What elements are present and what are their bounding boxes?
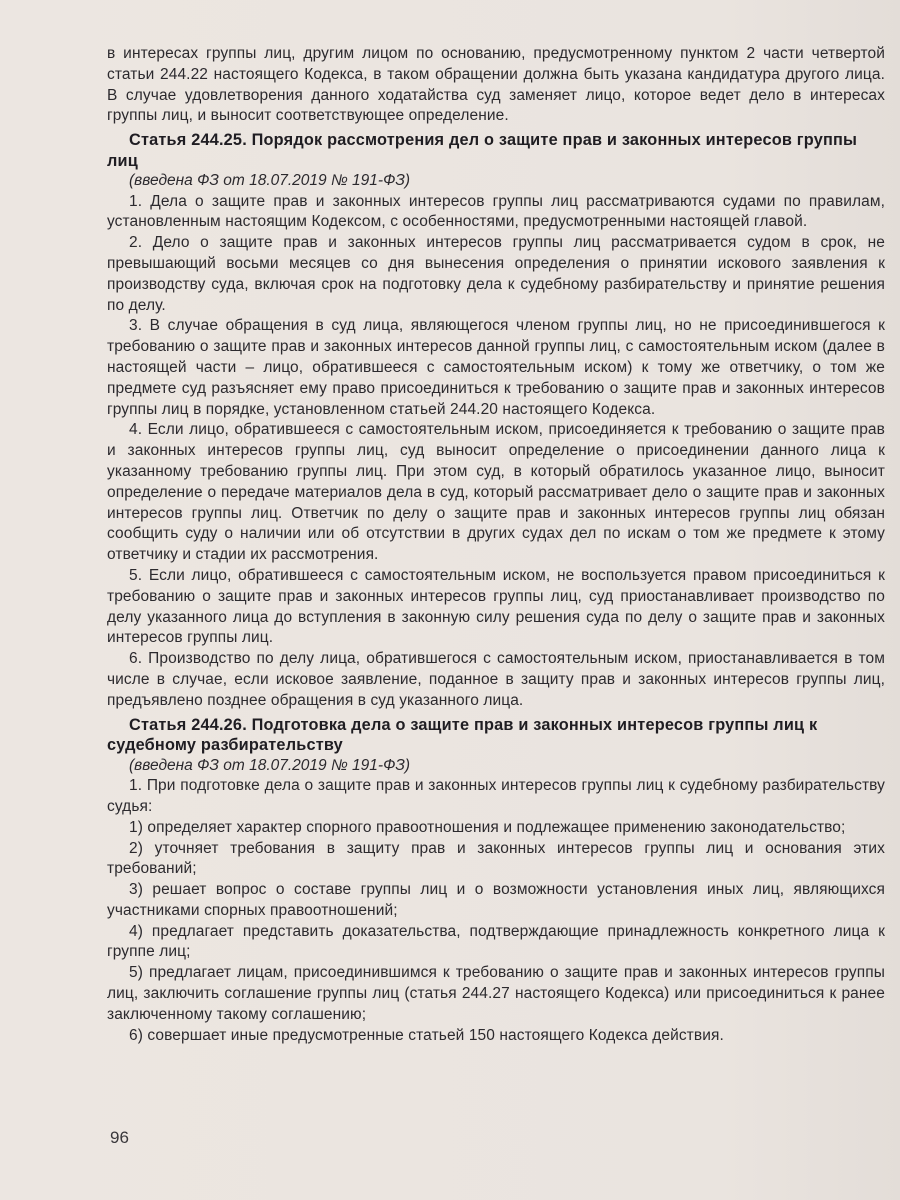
- article-244-26-subitem-4: 4) предлагает представить доказательства, подтверждающие принадлежность конкретного лица к группе лиц;: [107, 922, 885, 961]
- article-244-25-item-2: 2. Дело о защите прав и законных интересов группы лиц рассматривается судом в срок, не превышающий восьми месяцев со дня вынесения определения о принятии искового заявления к производству суда, включая срок на подготовку дела к судебному разбирательству и принятие решения по делу.: [107, 234, 885, 314]
- article-244-26-subitem-2: 2) уточняет требования в защиту прав и законных интересов группы лиц и основания этих требований;: [107, 839, 885, 878]
- article-244-25-title: Статья 244.25. Порядок рассмотрения дел о защите прав и законных интересов группы лиц: [107, 131, 858, 170]
- article-244-26-item-1: 1. При подготовке дела о защите прав и законных интересов группы лиц к судебному разбирательству судья:: [107, 777, 885, 815]
- article-244-25-item-6: 6. Производство по делу лица, обратившегося с самостоятельным иском, приостанавливается в том числе в случае, если исковое заявление, поданное в защиту прав и законных интересов группы лиц, предъявлено позднее обращения в суд указанного лица.: [107, 650, 885, 709]
- article-244-26-note: (введена ФЗ от 18.07.2019 № 191-ФЗ): [129, 756, 411, 774]
- article-244-25-item-5: 5. Если лицо, обратившееся с самостоятельным иском, не воспользуется правом присоединиться к требованию о защите прав и законных интересов группы лиц, суд приостанавливает производство по делу указанного лица до вступления в законную силу решения суда по делу о защите прав и законных интересов группы лиц.: [107, 567, 885, 647]
- article-244-26-subitem-1: 1) определяет характер спорного правоотношения и подлежащее применению законодательство;: [129, 818, 846, 836]
- intro-paragraph: в интересах группы лиц, другим лицом по основанию, предусмотренному пунктом 2 части четвертой статьи 244.22 настоящего Кодекса, в таком обращении должна быть указана кандидатура другого лица. В случае удовлетворения данного ходатайства суд заменяет лицо, которое ведет дело в интересах группы лиц, и выносит соответствующее определение.: [107, 45, 885, 125]
- page-number: 96: [110, 1128, 129, 1147]
- article-244-25-item-4: 4. Если лицо, обратившееся с самостоятельным иском, присоединяется к требованию о защите прав и законных интересов группы лиц, суд выносит определение о присоединении данного лица к указанному требованию группы лиц. При этом суд, в который обратилось указанное лицо, выносит определение о передаче материалов дела в суд, который рассматривает дело о защите прав и законных интересов группы лиц. Ответчик по делу о защите прав и законных интересов группы лиц обязан сообщить суду о наличии или об отсутствии в других судах дел по искам о том же предмете к этому ответчику и стадии их рассмотрения.: [107, 421, 885, 564]
- article-244-25-item-1: 1. Дела о защите прав и законных интересов группы лиц рассматриваются судами по правилам, установленным настоящим Кодексом, с особенностями, предусмотренными настоящей главой.: [107, 192, 885, 231]
- article-244-25-note: (введена ФЗ от 18.07.2019 № 191-ФЗ): [129, 172, 411, 190]
- article-244-25-item-3: 3. В случае обращения в суд лица, являющегося членом группы лиц, но не присоединившегося к требованию о защите прав и законных интересов данной группы лиц, с самостоятельным иском (далее в настоящей части – лицо, обратившееся с самостоятельным иском) к тому же ответчику, о том же предмете суд разъясняет ему право присоединиться к требованию о защите прав и законных интересов группы лиц в порядке, установленном статьей 244.20 настоящего Кодекса.: [107, 317, 885, 418]
- article-244-26-title: Статья 244.26. Подготовка дела о защите прав и законных интересов группы лиц к судебному разбирательству: [107, 715, 818, 755]
- page-content: [107, 44, 885, 1046]
- article-244-26-subitem-3: 3) решает вопрос о составе группы лиц и о возможности установления иных лиц, являющихся участниками спорных правоотношений;: [107, 881, 885, 919]
- article-244-26-subitem-5: 5) предлагает лицам, присоединившимся к требованию о защите прав и законных интересов группы лиц, заключить соглашение группы лиц (статья 244.27 настоящего Кодекса) или присоединиться к ранее заключенному такому соглашению;: [107, 964, 885, 1023]
- article-244-26-subitem-6: 6) совершает иные предусмотренные статьей 150 настоящего Кодекса действия.: [129, 1026, 724, 1044]
